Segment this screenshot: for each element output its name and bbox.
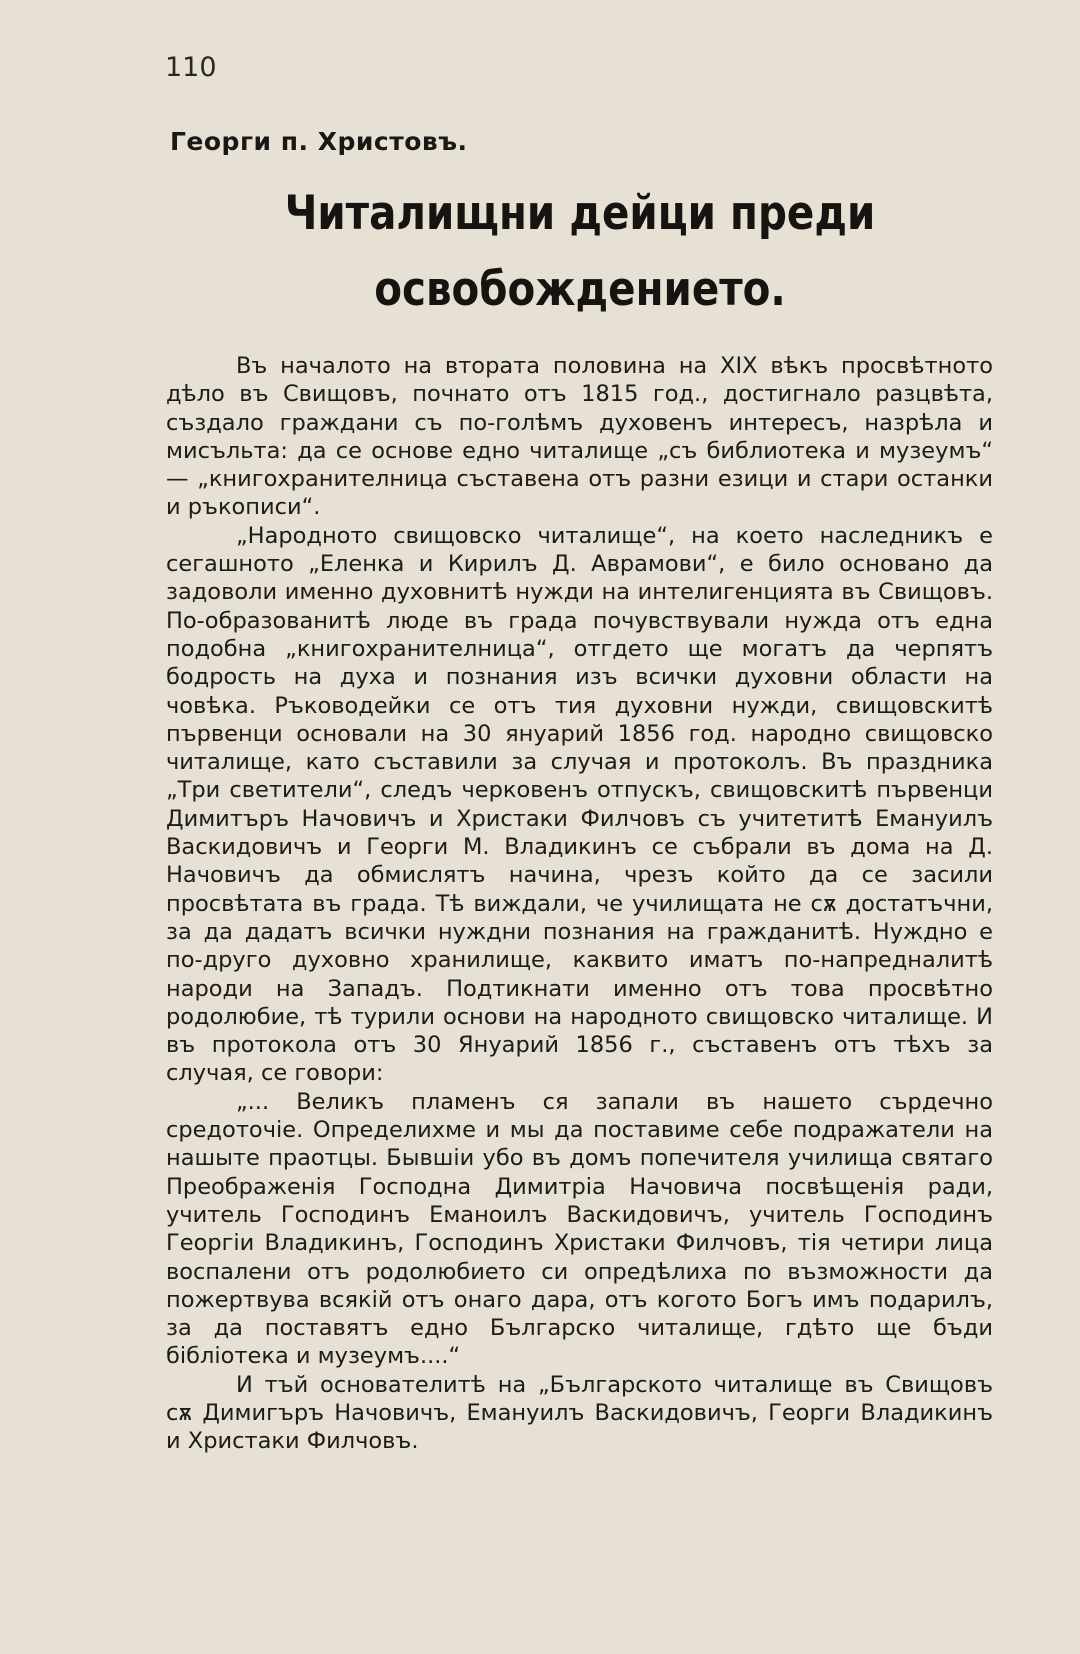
paragraph-2: „Народното свищовско читалище“, на което наследникъ е сегашното „Еленка и Кирилъ Д. Аврамови“, е било основано да задоволи именно духовнитѣ нужди на интелигенцията въ Свищовъ. По-образованитѣ люде въ града почувствували нужда отъ една подобна „книгохранителница“, отгдето ще могатъ да черпятъ бодрость на духа и познания изъ всички духовни области на човѣка. Ръководейки се отъ тия духовни нужди, свищовскитѣ първенци основали на 30 януарий 1856 год. народно свищовско читалище, като съставили за случая и протоколъ. Въ праздника „Три светители“, следъ черковенъ отпускъ, свищовскитѣ първенци Димитъръ Начовичъ и Христаки Филчовъ съ учитетитѣ Емануилъ Васкидовичъ и Георги М. Владикинъ се събрали въ дома на Д. Начовичъ да обмислятъ начина, чрезъ който да се засили просвѣтата въ града. Тѣ виждали, че училищата не сѫ достатъчни, за да дадатъ всички нуждни познания на гражданитѣ. Нуждно е по-друго духовно хранилище, каквито иматъ по-напредналитѣ народи на Западъ. Подтикнати именно отъ това просвѣтно родолюбие, тѣ турили основи на народното свищовско читалище. И въ протокола отъ 30 Януарий 1856 г., съставенъ отъ тѣхъ за случая, се говори: [166, 522, 993, 1087]
article-body [166, 352, 993, 1456]
paragraph-quote: „... Великъ пламенъ ся запали въ нашето сърдечно средоточіе. Определихме и мы да поставиме себе подражатели на нашыте праотцы. Бывшіи убо въ домъ попечителя училища святаго Преображенія Господна Димитріа Начовича посвѣщенія ради, учитель Господинъ Еманоилъ Васкидовичъ, учитель Господинъ Георгіи Владикинъ, Господинъ Христаки Филчовъ, тія четири лица воспалени отъ родолюбието си опредѣлиха по възможности да пожертвува всякій отъ онаго дара, отъ когото Богъ имъ подарилъ, за да поставятъ едно Българско читалище, гдѣто ще бъди бібліотека и музеумъ....“ [166, 1088, 993, 1370]
page-number: 110 [165, 52, 217, 83]
article-title [227, 176, 932, 328]
title-line-1: Читалищни дейци преди [284, 186, 876, 241]
title-line-2: освобождението. [374, 262, 786, 317]
author-name: Георги п. Христовъ. [170, 127, 468, 156]
paragraph-conclusion: И тъй основателитѣ на „Българското читалище въ Свищовъ сѫ Димигъръ Начовичъ, Емануилъ Васкидовичъ, Георги Владикинъ и Христаки Филчовъ. [166, 1371, 993, 1455]
paragraph-1: Въ началото на втората половина на XIX вѣкъ просвѣтното дѣло въ Свищовъ, почнато отъ 1815 год., достигнало разцвѣта, създало граждани съ по-голѣмъ духовенъ интересъ, назрѣла и мисъльта: да се основе едно читалище „съ библиотека и музеумъ“ — „книгохранителница съставена отъ разни езици и стари останки и ръкописи“. [166, 353, 993, 521]
